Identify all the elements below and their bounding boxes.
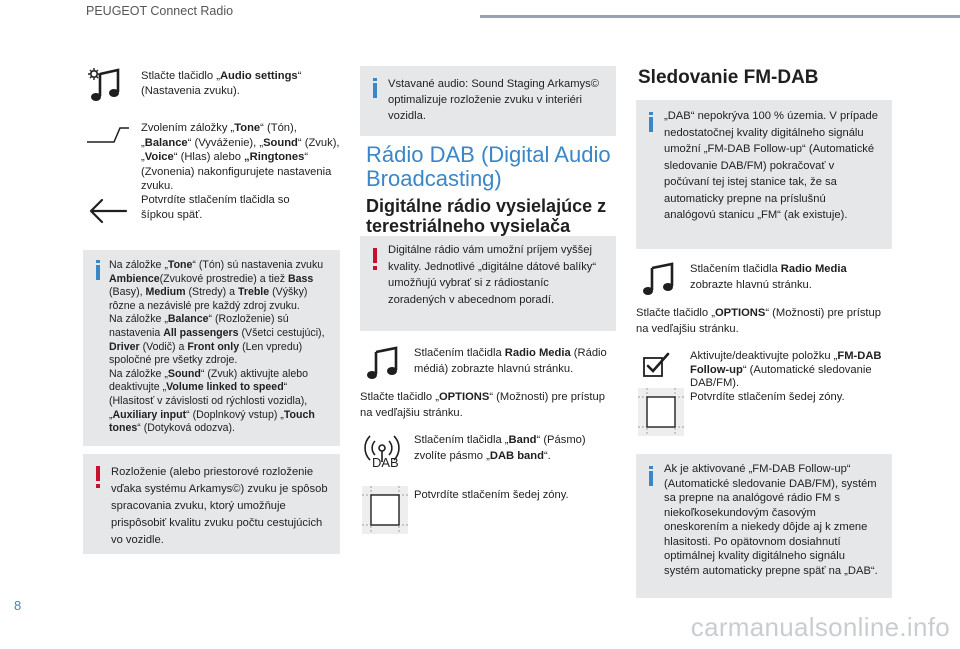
page-number: 8 — [14, 598, 22, 613]
header-divider — [480, 15, 960, 18]
back-arrow-icon — [88, 196, 128, 226]
col3-options-line: Stlačte tlačidlo „OPTIONS“ (Možnosti) pre prístup na vedľajšiu stránku. — [636, 307, 881, 335]
checkbox-icon — [642, 352, 672, 378]
audio-settings-icon — [86, 66, 128, 106]
follow-up-info-text: Ak je aktivované „FM-DAB Follow-up“ (Automatické sledovanie DAB/FM), systém sa prepne na analógové rádio FM s niekoľkosekundovým časovým oneskorením a niekedy dôjde aj k zmene hlasitosti. Po opätovnom dosiahnutí optimálnej kvality digitálneho signálu systém automaticky prepne späť na „DAB“. — [664, 463, 878, 577]
info-icon — [370, 78, 380, 103]
step-tone-text: Zvolením záložky „Tone“ (Tón), „Balance“ (Vyváženie), „Sound“ (Zvuk), „Voice“ (Hlas) alebo „Ringtones“ (Zvonenia) nakonfigurujete nastavenia zvuku. — [141, 122, 340, 192]
page-header-title: PEUGEOT Connect Radio — [86, 4, 234, 18]
col2-radio-media-step: Stlačením tlačidla Radio Media (Rádio médiá) zobrazte hlavnú stránku. — [414, 347, 607, 375]
warning-icon — [93, 466, 103, 493]
confirm-zone-icon — [362, 486, 408, 534]
tone-info-box — [83, 250, 340, 446]
arkamys-warning-box — [83, 454, 340, 554]
step-audio-settings-text: Stlačte tlačidlo „Audio settings“ (Nastavenia zvuku). — [141, 70, 302, 97]
col3-toggle-step: Aktivujte/deaktivujte položku „FM-DAB Follow-up“ (Automatické sledovanie DAB/FM). — [690, 350, 882, 389]
info-icon — [646, 466, 656, 491]
fm-dab-heading: Sledovanie FM-DAB — [638, 67, 819, 88]
dab-subheading: Digitálne rádio vysielajúce z terestriálneho vysielača — [366, 196, 607, 236]
tone-info-text: Na záložke „Tone“ (Tón) sú nastavenia zvuku Ambience(Zvukové prostredie) a tiež Bass (Basy), Medium (Stredy) a Treble (Výšky) rôzne a nezávislé pre každý zdroj zvuku. Na záložke „Balance“ (Rozloženie) sú nastavenia All passengers (Všetci cestujúci), Driver (Vodič) a Front only (Len vpredu) spoločné pre všetky zdroje. Na záložke „Sound“ (Zvuk) aktivujte alebo deaktivujte „Volume linked to speed“ (Hlasitosť v závislosti od rýchlosti vozidla), „Auxiliary input“ (Doplnkový vstup) „Touch tones“ (Dotyková odozva). — [109, 259, 325, 435]
confirm-zone-icon — [638, 388, 684, 436]
dab-warning-text: Digitálne rádio vám umožní príjem vyššej kvality. Jednotlivé „digitálne dátové balíky“ umožňujú vybrať si z rádiostaníc zoradených v abecednom poradí. — [388, 244, 597, 306]
step-back-text: Potvrdíte stlačením tlačidla so šípkou späť. — [141, 194, 290, 221]
arkamys-warning-text: Rozloženie (alebo priestorové rozloženie vďaka systému Arkamys©) zvuku je spôsob spracovania zvuku, ktorý umožňuje prispôsobiť kvalitu zvuku počtu cestujúcich vo vozidle. — [111, 466, 328, 546]
col3-confirm-step: Potvrdíte stlačením šedej zóny. — [690, 391, 845, 403]
info-icon — [646, 112, 656, 137]
warning-icon — [370, 248, 380, 275]
col3-radio-media-step: Stlačením tlačidla Radio Media zobrazte hlavnú stránku. — [690, 263, 847, 291]
col2-band-step: Stlačením tlačidla „Band“ (Pásmo) zvolíte pásmo „DAB band“. — [414, 434, 586, 462]
fm-dab-info-box — [636, 100, 892, 249]
fm-dab-info-text: „DAB“ nepokrýva 100 % územia. V prípade nedostatočnej kvality digitálneho signálu umožní „FM-DAB Follow-up“ (Automatické sledovanie DAB/FM) pokračovať v počúvaní tej istej stanice tak, že sa automaticky prepne na príslušnú analógovú stanicu „FM“ (ak existuje). — [664, 110, 878, 221]
info-icon — [93, 260, 103, 285]
sound-staging-text: Vstavané audio: Sound Staging Arkamys© optimalizuje rozloženie zvuku v interiéri vozidla. — [388, 78, 599, 122]
music-note-icon — [640, 260, 680, 298]
dab-heading: Rádio DAB (Digital Audio Broadcasting) — [366, 142, 611, 191]
dab-band-icon — [362, 432, 408, 472]
dab-warning-box — [360, 236, 616, 331]
col2-options-line: Stlačte tlačidlo „OPTIONS“ (Možnosti) pre prístup na vedľajšiu stránku. — [360, 391, 605, 419]
music-note-icon — [364, 344, 404, 382]
dab-band-icon-label: DAB — [372, 455, 399, 470]
sound-staging-info-box — [360, 66, 616, 136]
watermark: carmanualsonline.info — [690, 612, 950, 642]
follow-up-info-box — [636, 454, 892, 598]
tab-icon — [86, 124, 130, 146]
col2-confirm-step: Potvrdíte stlačením šedej zóny. — [414, 489, 569, 501]
